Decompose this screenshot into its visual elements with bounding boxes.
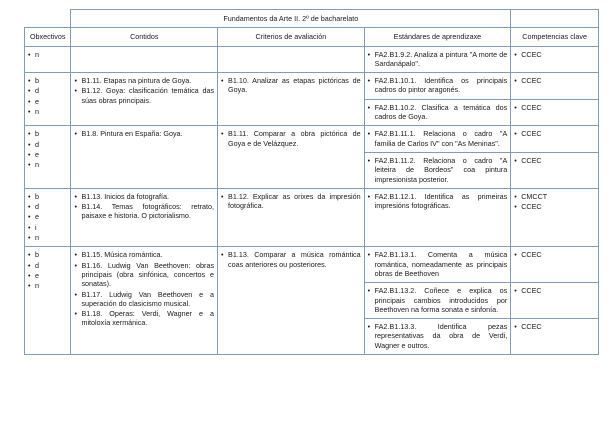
header-standards: Estándares de aprendizaxe	[364, 28, 511, 46]
standard-list	[368, 250, 508, 278]
contents-cell	[71, 188, 218, 246]
objective-item: • n	[28, 233, 67, 242]
table-row	[25, 126, 599, 153]
content-list	[74, 76, 214, 105]
objectives-cell	[25, 188, 71, 246]
competence-item: • CCEC	[514, 156, 595, 165]
curriculum-table	[24, 9, 599, 355]
competence-cell	[511, 152, 599, 188]
objective-item: • n	[28, 50, 67, 59]
objective-item: • n	[28, 160, 67, 169]
table-row	[25, 247, 599, 283]
objective-item: • d	[28, 202, 67, 211]
contents-cell	[71, 126, 218, 188]
content-list	[74, 129, 214, 138]
standard-cell	[364, 152, 511, 188]
header-competences: Competencias clave	[511, 28, 599, 46]
standard-item: • FA2.B1.10.1. Identifica os principais cadros do pintor aragonés.	[368, 76, 508, 95]
contents-cell	[71, 247, 218, 355]
objective-item: • e	[28, 271, 67, 280]
content-item: • B1.8. Pintura en España: Goya.	[74, 129, 214, 138]
competence-list	[514, 50, 595, 59]
standard-item: • FA2.B1.13.3. Identifica pezas representativas da obra de Verdi, Wagner e outros.	[368, 322, 508, 350]
standard-item: • FA2.B1.11.2. Relaciona o cadro "A leiteira de Bordeos" coa pintura impresionista posterior.	[368, 156, 508, 184]
objective-item: • e	[28, 150, 67, 159]
standard-cell	[364, 283, 511, 319]
competence-item: • CMCCT	[514, 192, 595, 201]
title-empty-cell	[511, 10, 599, 28]
criterion-item: • B1.12. Explicar as orixes da impresión fotográfica.	[221, 192, 361, 211]
objective-item: • n	[28, 107, 67, 116]
objective-item: • n	[28, 281, 67, 290]
objective-list	[28, 76, 67, 116]
competence-list	[514, 129, 595, 138]
competence-item: • CCEC	[514, 50, 595, 59]
objective-list	[28, 250, 67, 290]
content-item: • B1.14. Temas fotográficos: retrato, paisaxe e historia. O pictorialismo.	[74, 202, 214, 221]
table-body	[25, 46, 599, 354]
objective-item: • b	[28, 192, 67, 201]
content-item: • B1.16. Ludwig Van Beethoven: obras principais (obra sinfónica, concertos e sonatas).	[74, 261, 214, 289]
criterion-list	[221, 192, 361, 211]
standard-list	[368, 103, 508, 122]
standard-list	[368, 156, 508, 184]
standard-cell	[364, 99, 511, 126]
standard-cell	[364, 247, 511, 283]
header-row	[25, 28, 599, 46]
content-item: • B1.13. Inicios da fotografía.	[74, 192, 214, 201]
objective-item: • b	[28, 129, 67, 138]
competence-cell	[511, 73, 599, 100]
standard-item: • FA2.B1.13.1. Comenta a música romántica, nomeadamente as principais obras de Beethoven	[368, 250, 508, 278]
criteria-cell	[218, 247, 365, 355]
criterion-item: • B1.11. Comparar a obra pictórica de Goya e de Velázquez.	[221, 129, 361, 148]
header-criteria: Criterios de avaliación	[218, 28, 365, 46]
content-list	[74, 250, 214, 327]
competence-item: • CCEC	[514, 76, 595, 85]
criterion-list	[221, 250, 361, 269]
criteria-cell	[218, 46, 365, 73]
standard-cell	[364, 46, 511, 73]
objectives-cell	[25, 126, 71, 188]
competence-cell	[511, 283, 599, 319]
contents-cell	[71, 73, 218, 126]
title-spacer	[25, 10, 71, 28]
header-objectives: Obxectivos	[25, 28, 71, 46]
standard-cell	[364, 319, 511, 355]
standard-item: • FA2.B1.13.2. Coñece e explica os principais cambios introducidos por Beethoven na forma sonata e sinfonía.	[368, 286, 508, 314]
criterion-list	[221, 76, 361, 95]
criterion-item: • B1.10. Analizar as etapas pictóricas de Goya.	[221, 76, 361, 95]
standard-item: • FA2.B1.10.2. Clasifica a temática dos cadros de Goya.	[368, 103, 508, 122]
criteria-cell	[218, 126, 365, 188]
standard-list	[368, 192, 508, 211]
objectives-cell	[25, 247, 71, 355]
contents-cell	[71, 46, 218, 73]
criteria-cell	[218, 73, 365, 126]
objective-item: • d	[28, 261, 67, 270]
competence-list	[514, 156, 595, 165]
standard-cell	[364, 73, 511, 100]
competence-list	[514, 192, 595, 212]
competence-list	[514, 286, 595, 295]
competence-item: • CCEC	[514, 250, 595, 259]
standard-list	[368, 50, 508, 69]
standard-item: • FA2.B1.11.1. Relaciona o cadro "A familia de Carlos IV" con "As Meninas".	[368, 129, 508, 148]
objective-item: • d	[28, 86, 67, 95]
objective-list	[28, 50, 67, 59]
competence-item: • CCEC	[514, 322, 595, 331]
header-contents: Contidos	[71, 28, 218, 46]
table-row	[25, 46, 599, 73]
objective-list	[28, 192, 67, 242]
objective-item: • e	[28, 97, 67, 106]
competence-list	[514, 103, 595, 112]
competence-cell	[511, 247, 599, 283]
standard-cell	[364, 126, 511, 153]
criterion-list	[221, 129, 361, 148]
table-row	[25, 73, 599, 100]
competence-cell	[511, 319, 599, 355]
title-row	[25, 10, 599, 28]
competence-cell	[511, 188, 599, 246]
competence-cell	[511, 126, 599, 153]
content-item: • B1.12. Goya: clasificación temática das súas obras principais.	[74, 86, 214, 105]
content-list	[74, 192, 214, 221]
competence-item: • CCEC	[514, 103, 595, 112]
content-item: • B1.18. Operas: Verdi, Wagner e a mitoloxía xermánica.	[74, 309, 214, 328]
objective-item: • d	[28, 140, 67, 149]
criterion-item: • B1.13. Comparar a música romántica coas anteriores ou posteriores.	[221, 250, 361, 269]
competence-item: • CCEC	[514, 129, 595, 138]
standard-item: • FA2.B1.12.1. Identifica as primeiras impresións fotográficas.	[368, 192, 508, 211]
table-row	[25, 188, 599, 246]
standard-list	[368, 286, 508, 314]
objective-item: • i	[28, 223, 67, 232]
objective-item: • b	[28, 76, 67, 85]
competence-cell	[511, 46, 599, 73]
objective-list	[28, 129, 67, 169]
standard-list	[368, 322, 508, 350]
content-item: • B1.11. Etapas na pintura de Goya.	[74, 76, 214, 85]
criteria-cell	[218, 188, 365, 246]
competence-cell	[511, 99, 599, 126]
objective-item: • e	[28, 212, 67, 221]
content-item: • B1.15. Música romántica.	[74, 250, 214, 259]
competence-list	[514, 322, 595, 331]
competence-item: • CCEC	[514, 202, 595, 211]
objective-item: • b	[28, 250, 67, 259]
table-title: Fundamentos da Arte II. 2º de bacharelato	[71, 10, 511, 28]
content-item: • B1.17. Ludwig Van Beethoven e a superación do clasicismo musical.	[74, 290, 214, 309]
standard-list	[368, 76, 508, 95]
objectives-cell	[25, 46, 71, 73]
competence-list	[514, 76, 595, 85]
standard-item: • FA2.B1.9.2. Analiza a pintura "A morte de Sardanápalo".	[368, 50, 508, 69]
curriculum-table-container	[24, 9, 599, 355]
standard-cell	[364, 188, 511, 246]
standard-list	[368, 129, 508, 148]
objectives-cell	[25, 73, 71, 126]
competence-list	[514, 250, 595, 259]
competence-item: • CCEC	[514, 286, 595, 295]
